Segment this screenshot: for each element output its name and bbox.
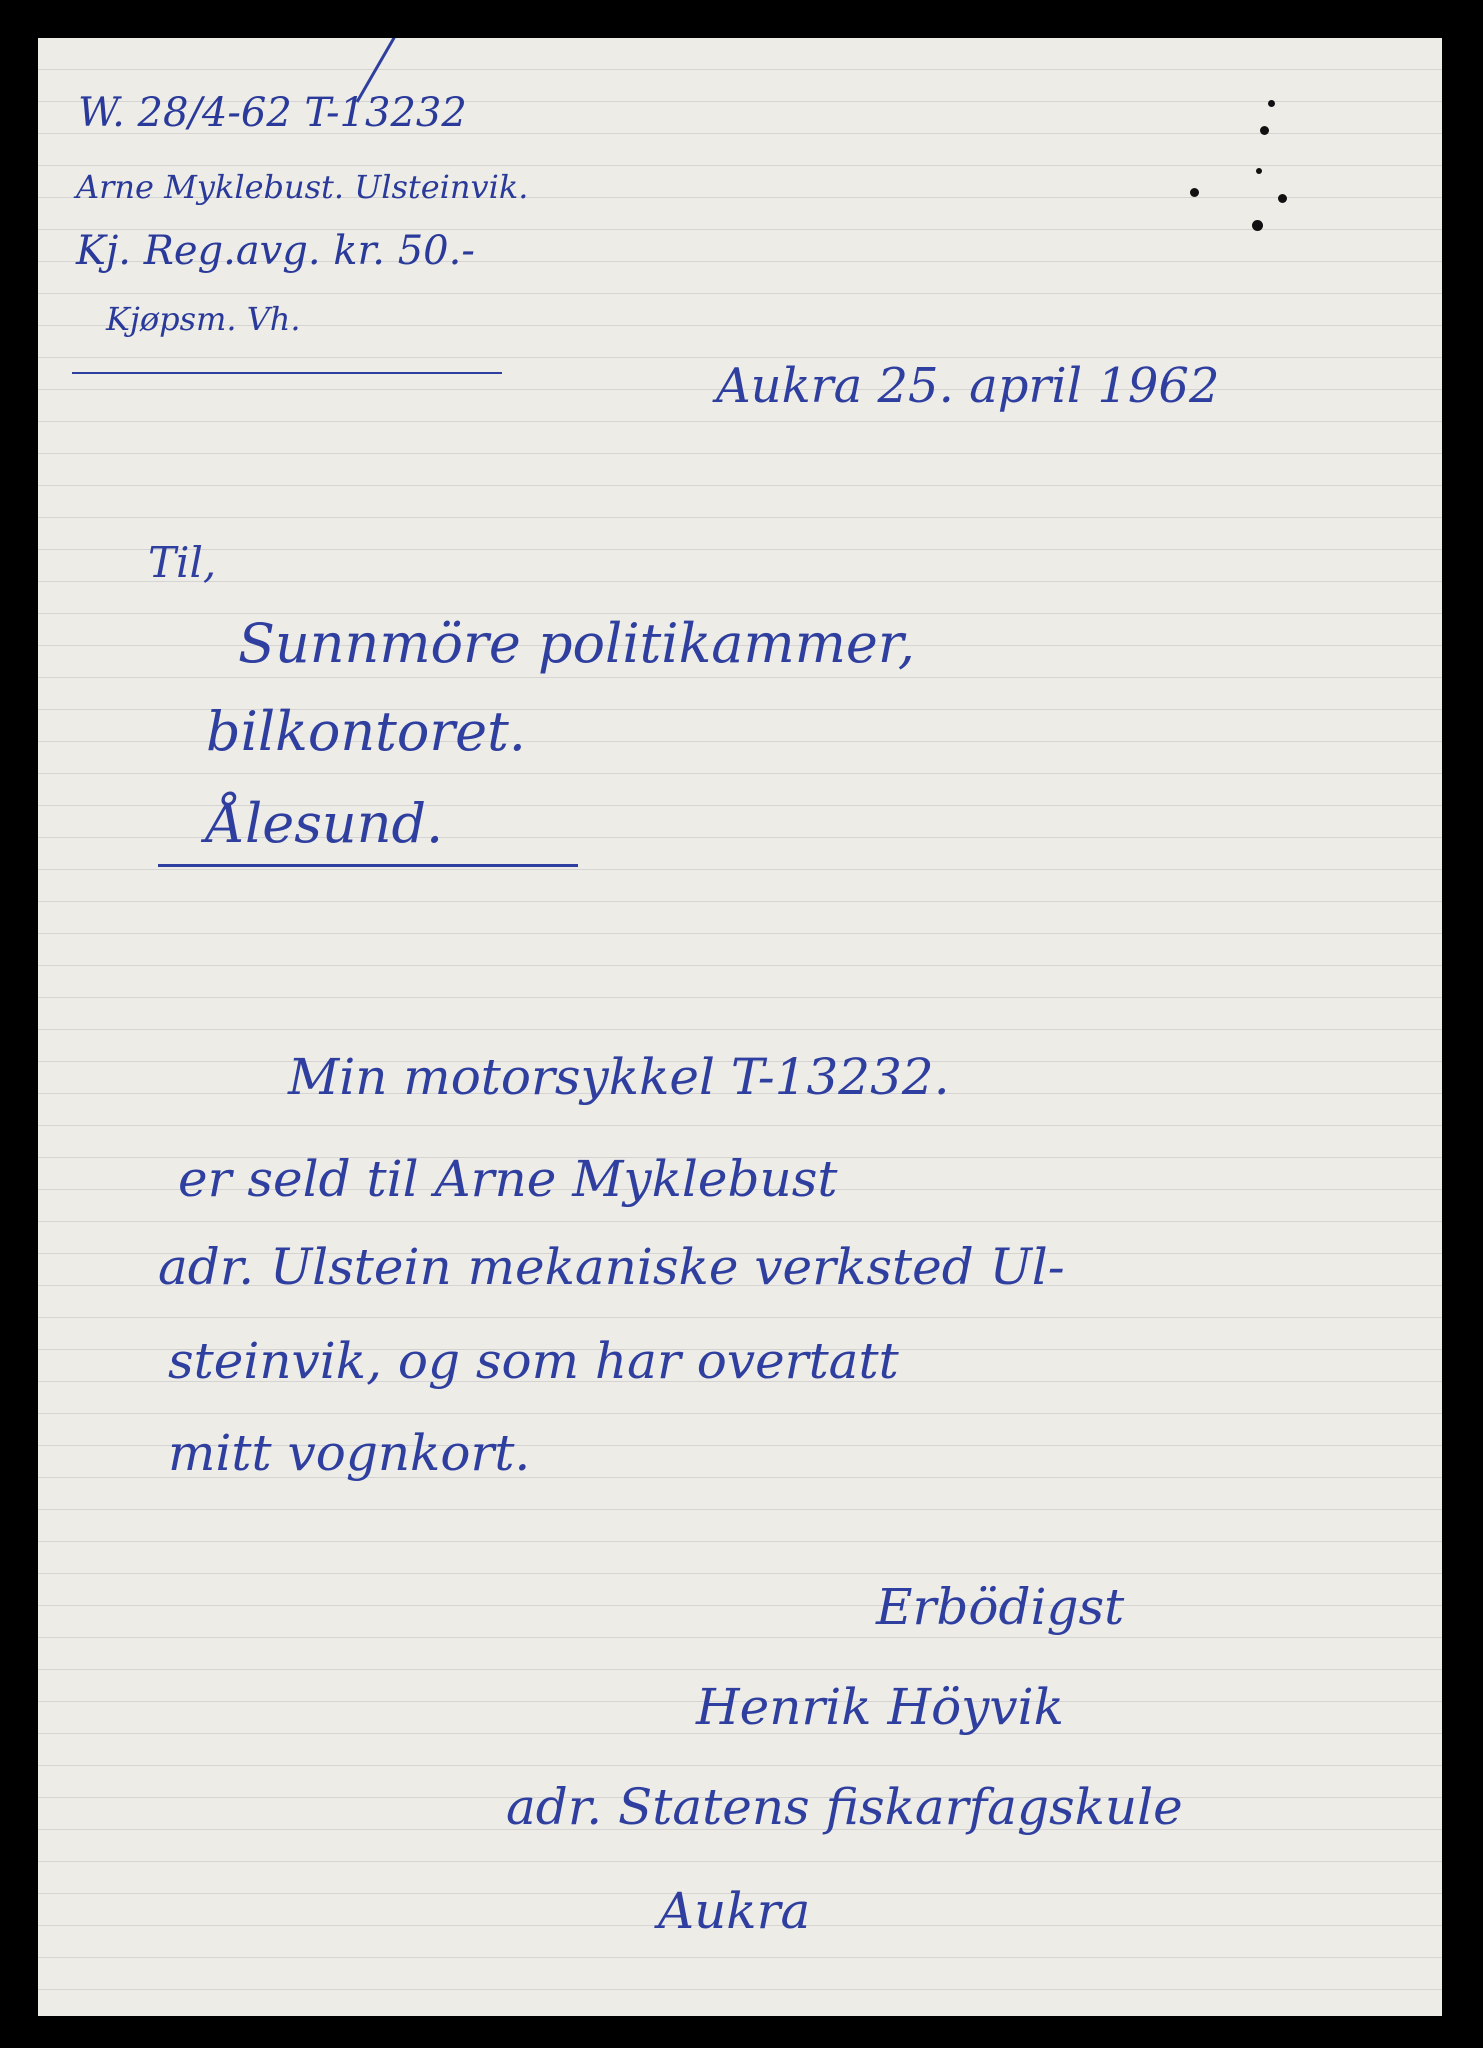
archive-note-divider bbox=[72, 372, 502, 374]
body-line-2: er seld til Arne Myklebust bbox=[178, 1150, 838, 1208]
archive-note-line1: W. 28/4-62 T-13232 bbox=[78, 90, 467, 136]
recipient-line2: bilkontoret. bbox=[206, 700, 526, 763]
closing: Erbödigst bbox=[876, 1578, 1125, 1636]
recipient-city-underline bbox=[158, 864, 578, 867]
archive-note-line3: Kj. Reg.avg. kr. 50.- bbox=[76, 228, 475, 274]
ink-speck bbox=[1252, 220, 1263, 231]
ink-speck bbox=[1256, 168, 1262, 174]
ink-speck bbox=[1268, 100, 1275, 107]
body-line-5: mitt vognkort. bbox=[168, 1424, 531, 1482]
body-line-3: adr. Ulstein mekaniske verksted Ul- bbox=[158, 1238, 1065, 1296]
letter-page bbox=[38, 38, 1442, 2016]
place-date: Aukra 25. april 1962 bbox=[716, 358, 1220, 414]
body-line-4: steinvik, og som har overtatt bbox=[168, 1332, 899, 1390]
recipient-city: Ålesund. bbox=[206, 792, 444, 855]
archive-note-line4: Kjøpsm. Vh. bbox=[106, 300, 301, 338]
sender-address: adr. Statens fiskarfagskule bbox=[506, 1778, 1183, 1836]
recipient-line1: Sunnmöre politikammer, bbox=[238, 612, 915, 675]
ink-speck bbox=[1278, 194, 1287, 203]
ink-speck bbox=[1260, 126, 1269, 135]
to-label: Til, bbox=[148, 538, 217, 587]
body-line-1: Min motorsykkel T-13232. bbox=[288, 1048, 950, 1106]
signature: Henrik Höyvik bbox=[696, 1678, 1064, 1736]
sender-city: Aukra bbox=[658, 1882, 811, 1940]
archive-note-line2: Arne Myklebust. Ulsteinvik. bbox=[76, 168, 529, 206]
ink-speck bbox=[1190, 188, 1199, 197]
